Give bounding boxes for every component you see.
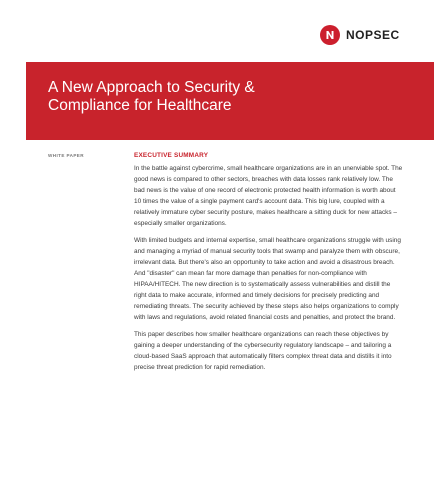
document-type-label: WHITE PAPER: [48, 153, 84, 158]
document-title: [48, 79, 408, 115]
brand-name: NOPSEC: [346, 28, 400, 42]
title-line-1: A New Approach to Security &: [48, 79, 255, 96]
nopsec-logo: [320, 25, 400, 45]
section-heading: EXECUTIVE SUMMARY: [134, 152, 209, 159]
nopsec-logo-icon: [320, 25, 340, 45]
summary-paragraph: In the battle against cybercrime, small healthcare organizations are in an unenviable spot. The good news is compared to other sectors, breaches with data losses rank relatively low. The bad news is the value of one record of electronic protected health information is worth about 10 times the value of a single payment card's account data. This big lure, coupled with a relatively immature cyber security posture, makes healthcare a sitting duck for new attacks – especially smaller organizations.: [134, 165, 403, 227]
executive-summary: [134, 152, 404, 379]
summary-paragraph: This paper describes how smaller healthcare organizations can reach these objectives by gaining a deeper understanding of the cybersecurity regulatory landscape – and tailoring a cloud-based SaaS approach that automatically filters complex threat data and distills it into precise threat prediction for rapid remediation.: [134, 331, 392, 371]
title-line-2: Compliance for Healthcare: [48, 97, 232, 114]
summary-paragraph: With limited budgets and internal expertise, small healthcare organizations struggle with using and managing a myriad of manual security tools that swamp and paralyze them with obscure, irrelevant data. But there's also an opportunity to take action and avoid a disastrous breach. And "disaster" can mean far more damage than penalties for non-compliance with HIPAA/HITECH. The new direction is to systematically assess vulnerabilities and distill the right data to make accurate, informed and timely decisions for precisely predicting and remediating threats. The security achieved by these steps also helps organizations to comply with laws and regulations, avoid related financial costs and penalties, and protect the brand.: [134, 237, 401, 321]
title-banner: [26, 62, 434, 140]
